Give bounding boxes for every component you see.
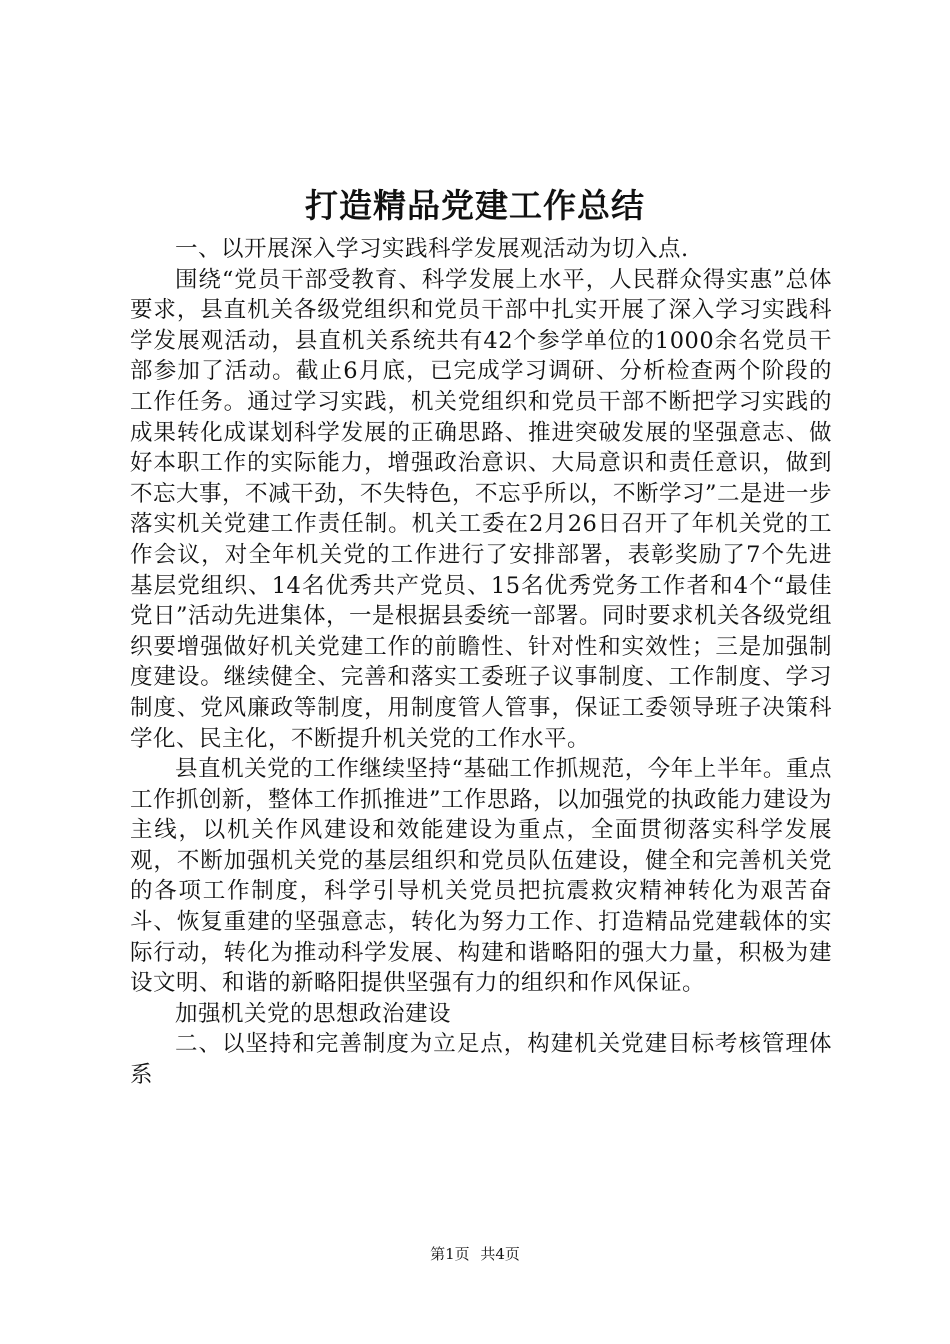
paragraph-section-one-heading: 一、以开展深入学习实践科学发展观活动为切入点. <box>175 236 689 262</box>
paragraph-work-approach: 县直机关党的工作继续坚持“基础工作抓规范，今年上半年。重点工作抓创新，整体工作抓推进”工作思路，以加强党的执政能力建设为主线，以机关作风建设和效能建设为重点，全面贯彻落实科学发展观，不断加强机关党的基层组织和党员队伍建设，健全和完善机关党的各项工作制度，科学引导机关党员把抗震救灾精神转化为艰苦奋斗、恢复重建的坚强意志，转化为努力工作、打造精品党建载体的实际行动，转化为推动科学发展、构建和谐略阳的强大力量，积极为建设文明、和谐的新略阳提供坚强有力的组织和作风保证。 <box>130 756 833 997</box>
document-body <box>130 234 832 1091</box>
document-title: 打造精品党建工作总结 <box>305 186 645 225</box>
page-total: 共4页 <box>480 1245 520 1263</box>
paragraph-ideological-building: 加强机关党的思想政治建设 <box>175 1000 452 1027</box>
page-footer <box>0 1244 950 1264</box>
paragraph-section-two-heading: 二、以坚持和完善制度为立足点，构建机关党建目标考核管理体系 <box>130 1031 832 1089</box>
paragraph-study-practice: 围绕“党员干部受教育、科学发展上水平，人民群众得实惠”总体要求，县直机关各级党组织和党员干部中扎实开展了深入学习实践科学发展观活动，县直机关系统共有42个参学单位的1000余名党员干部参加了活动。截止6月底，已完成学习调研、分析检查两个阶段的工作任务。通过学习实践，机关党组织和党员干部不断把学习实践的成果转化成谋划科学发展的正确思路、推进突破发展的坚强意志、做好本职工作的实际能力，增强政治意识、大局意识和责任意识，做到不忘大事，不减干劲，不失特色，不忘乎所以，不断学习”二是进一步落实机关党建工作责任制。机关工委在2月26日召开了年机关党的工作会议，对全年机关党的工作进行了安排部署，表彰奖励了7个先进基层党组织、14名优秀共产党员、15名优秀党务工作者和4个“最佳党日”活动先进集体，一是根据县委统一部署。同时要求机关各级党组织要增强做好机关党建工作的前瞻性、针对性和实效性；三是加强制度建设。继续健全、完善和落实工委班子议事制度、工作制度、学习制度、党风廉政等制度，用制度管人管事，保证工委领导班子决策科学化、民主化，不断提升机关党的工作水平。 <box>130 266 833 752</box>
page-number: 第1页 <box>430 1245 470 1263</box>
